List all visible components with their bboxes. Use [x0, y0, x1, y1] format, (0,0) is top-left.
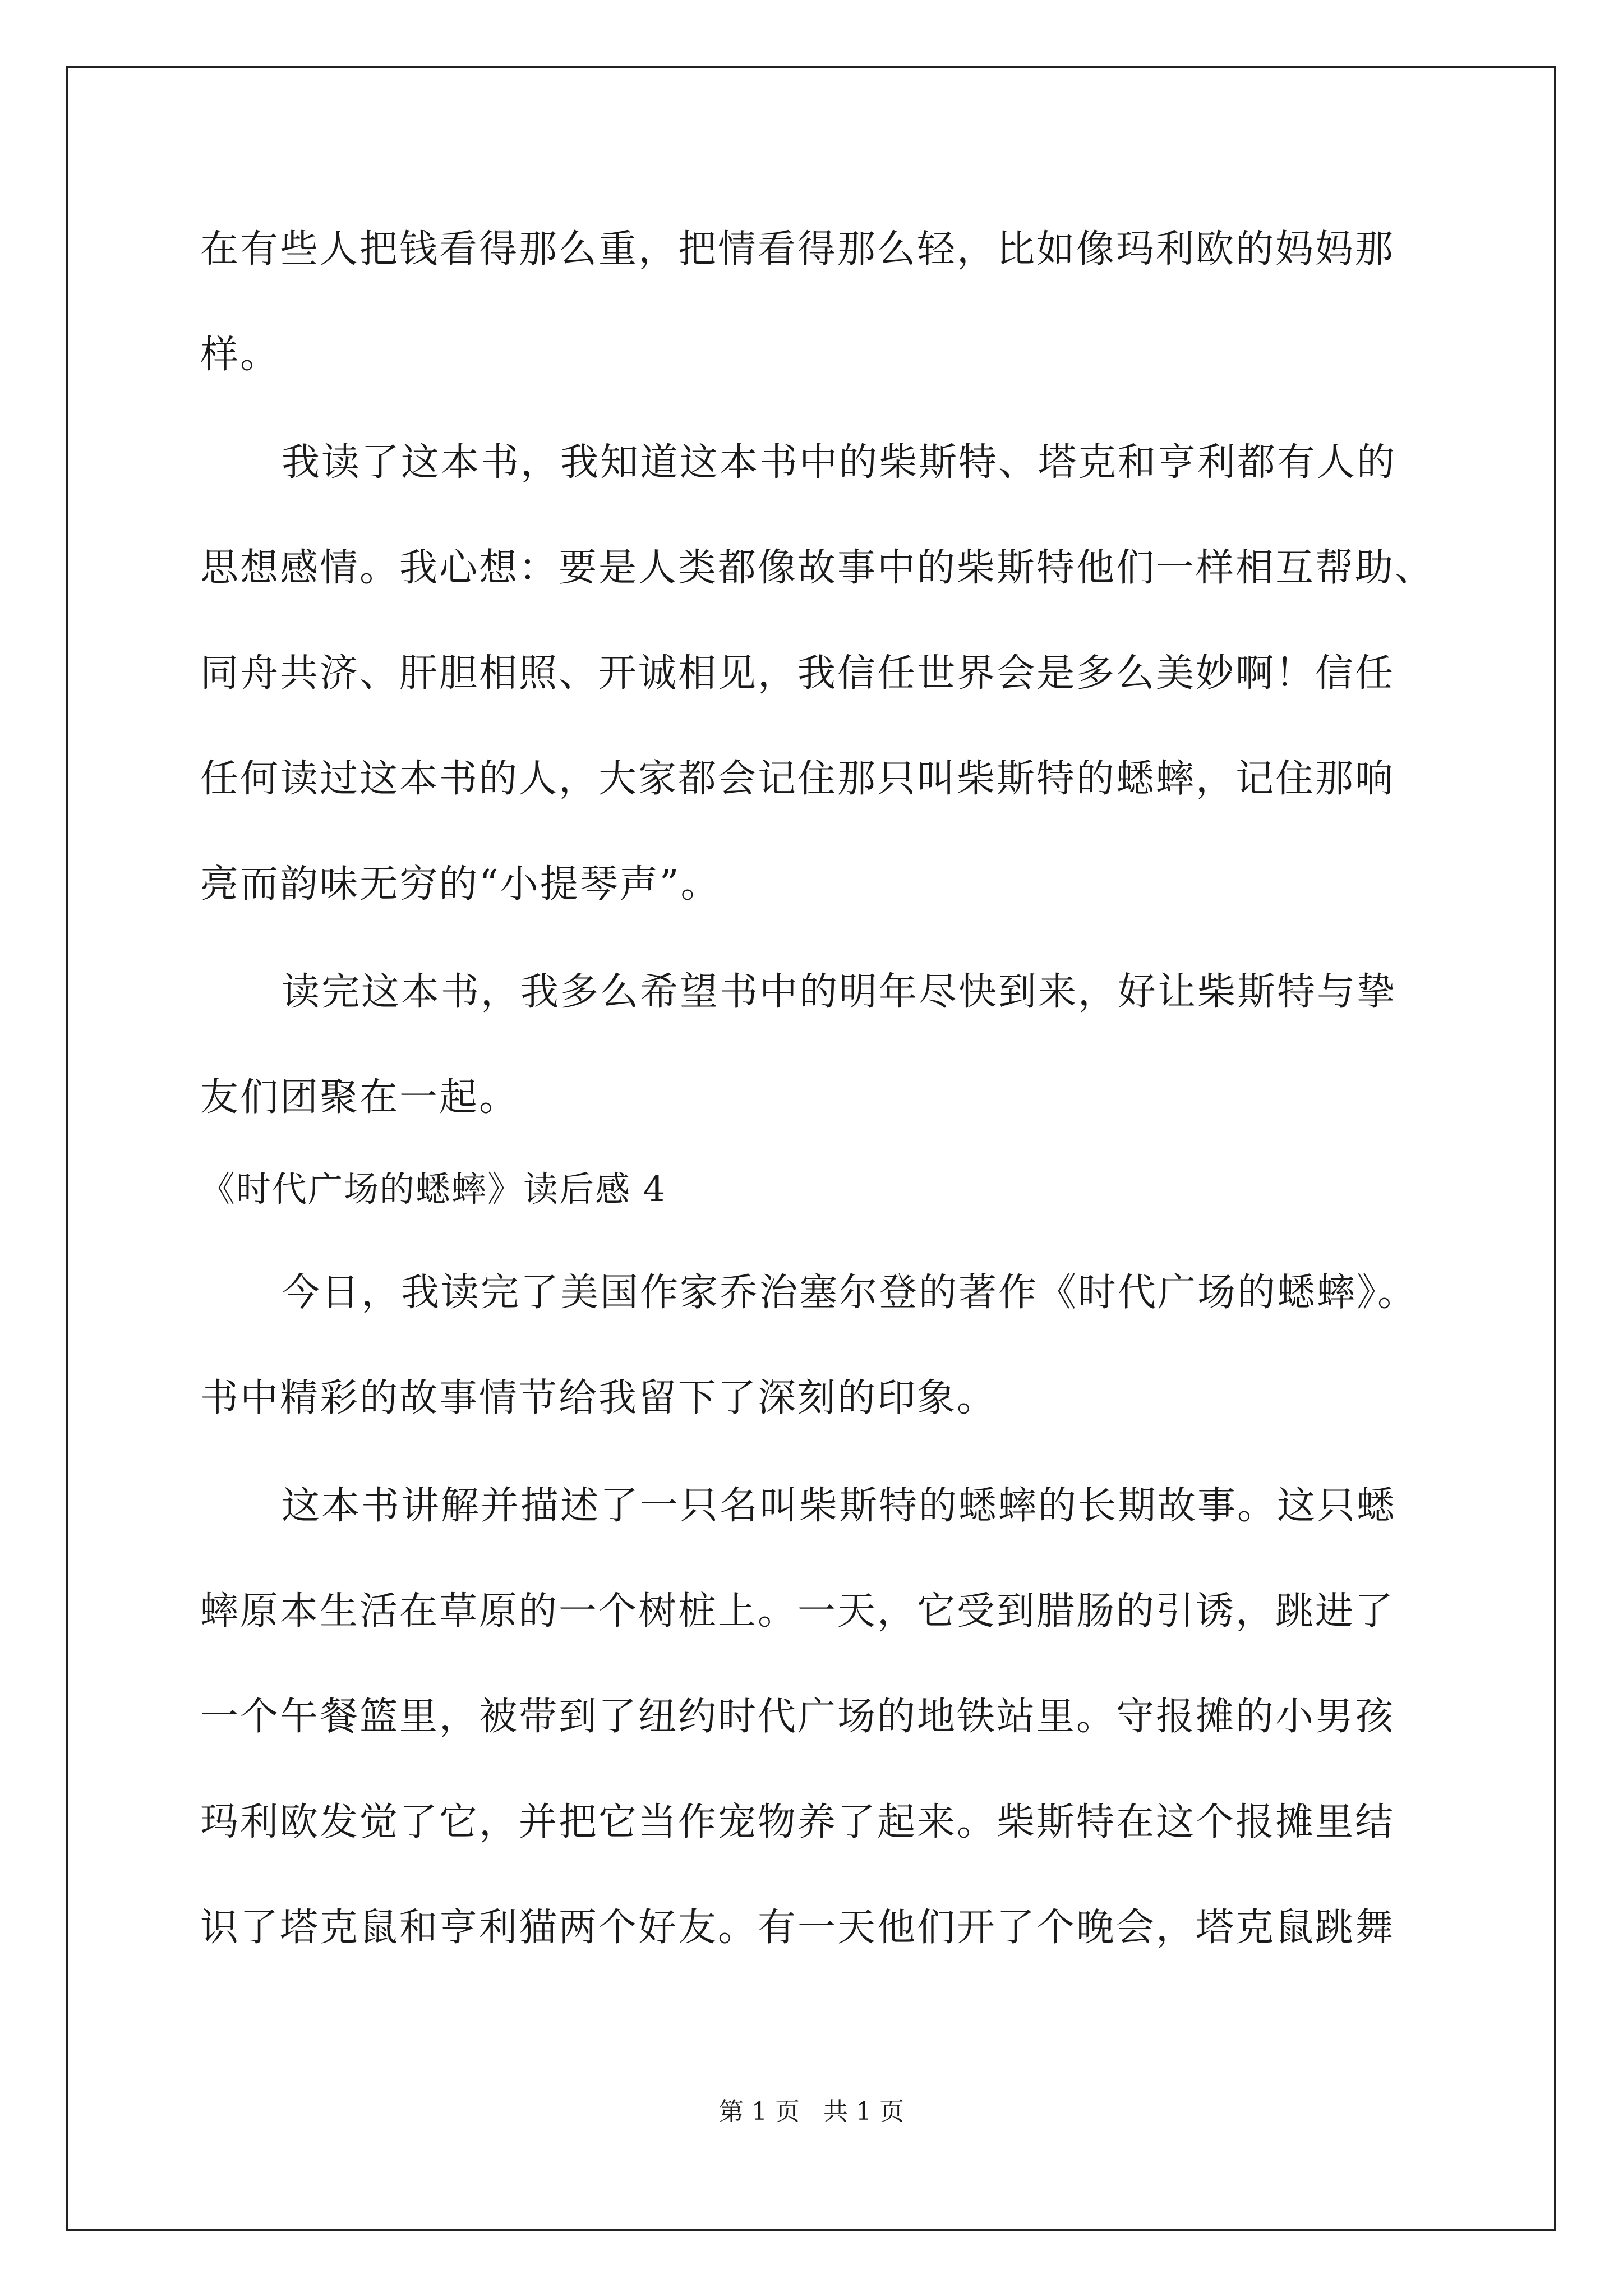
paragraph-line: 样。 — [200, 333, 280, 377]
paragraph-line: 在有些人把钱看得那么重，把情看得那么轻，比如像玛利欧的妈妈那 — [200, 227, 1395, 272]
section-heading: 《时代广场的蟋蟀》读后感 4 — [200, 1168, 667, 1209]
paragraph-line: 识了塔克鼠和亨利猫两个好友。有一天他们开了个晚会，塔克鼠跳舞 — [200, 1906, 1395, 1950]
paragraph-line: 我读了这本书，我知道这本书中的柴斯特、塔克和亨利都有人的 — [282, 440, 1397, 485]
paragraph-line: 任何读过这本书的人，大家都会记住那只叫柴斯特的蟋蟀，记住那响 — [200, 757, 1395, 801]
paragraph-line: 一个午餐篮里，被带到了纽约时代广场的地铁站里。守报摊的小男孩 — [200, 1695, 1395, 1739]
paragraph-line: 友们团聚在一起。 — [200, 1075, 519, 1120]
page-footer: 第 1 页 共 1 页 — [719, 2097, 904, 2126]
paragraph-line: 玛利欧发觉了它，并把它当作宠物养了起来。柴斯特在这个报摊里结 — [200, 1800, 1395, 1844]
paragraph-line: 读完这本书，我多么希望书中的明年尽快到来，好让柴斯特与挚 — [282, 970, 1397, 1014]
paragraph-line: 同舟共济、肝胆相照、开诚相见，我信任世界会是多么美妙啊！信任 — [200, 651, 1395, 696]
paragraph-line: 这本书讲解并描述了一只名叫柴斯特的蟋蟀的长期故事。这只蟋 — [282, 1484, 1397, 1528]
paragraph-line: 书中精彩的故事情节给我留下了深刻的印象。 — [200, 1376, 997, 1420]
paragraph-line: 思想感情。我心想：要是人类都像故事中的柴斯特他们一样相互帮助、 — [200, 546, 1435, 590]
paragraph-line: 今日，我读完了美国作家乔治塞尔登的著作《时代广场的蟋蟀》。 — [282, 1271, 1418, 1315]
paragraph-line: 蟀原本生活在草原的一个树桩上。一天，它受到腊肠的引诱，跳进了 — [200, 1589, 1395, 1634]
paragraph-line: 亮而韵味无穷的“小提琴声”。 — [200, 862, 721, 907]
